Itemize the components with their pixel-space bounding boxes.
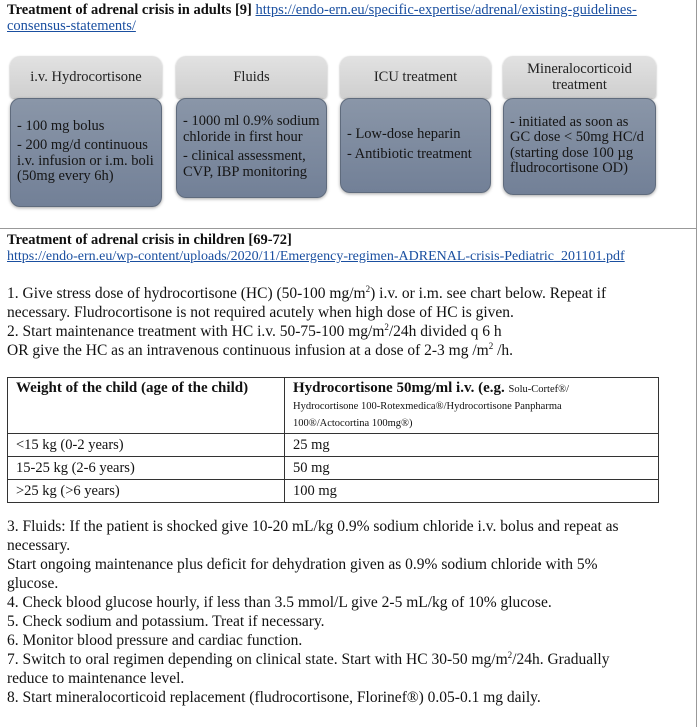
- table-cell-dose: 100 mg: [285, 480, 659, 503]
- steps-3-to-8: [7, 517, 687, 707]
- step-3-line-2: necessary.: [7, 537, 71, 554]
- step-7: 7. Switch to oral regimen depending on clinical state. Start with HC 30-50 $mg/m^2/24h$. Gradually: [7, 649, 610, 668]
- children-emergency-link[interactable]: https://endo-ern.eu/wp-content/uploads/2020/11/Emergency-regimen-ADRENAL-crisis-Pediatric_201101.pdf: [7, 249, 625, 264]
- icu-item-1: - Low-dose heparin: [347, 126, 461, 142]
- children-link-line: [7, 248, 625, 265]
- adults-title: Treatment of adrenal crisis in adults [9]: [7, 2, 252, 18]
- table-cell-dose: 50 mg: [285, 457, 659, 480]
- column-body-fluids: [176, 98, 327, 198]
- hydrocortisone-item-1: - 100 mg bolus: [17, 117, 105, 134]
- adults-guideline-link-cont[interactable]: consensus-statements/: [7, 18, 136, 34]
- column-header-mineralocorticoid: Mineralocorticoid treatment: [503, 56, 656, 98]
- children-title: Treatment of adrenal crisis in children [69-72]: [7, 232, 292, 248]
- column-header-icu: ICU treatment: [340, 56, 491, 98]
- fluids-item-2: - clinical assessment, CVP, IBP monitoring: [183, 148, 307, 180]
- column-body-mineralocorticoid: [503, 98, 656, 195]
- table-cell-weight: <15 kg (0-2 years): [8, 434, 285, 457]
- column-body-hydrocortisone: [10, 98, 162, 207]
- table-cell-weight: >25 kg (>6 years): [8, 480, 285, 503]
- hydrocortisone-item-2: - 200 mg/d continuous i.v. infusion or i.m. boli (50mg every 6h): [17, 137, 154, 184]
- table-header-weight: Weight of the child (age of the child): [8, 378, 285, 434]
- step-1-paragraph: 1. Give stress dose of hydrocortisone (HC) (50-100 $mg/m^2$) i.v. or i.m. see chart below. Repeat if necessary. Fludrocortisone is not required acutely when high dose of HC is given. 2. Start maintenance treatment with HC i.v. 50-75-100 $mg/m^2/24h$ divided q 6 h OR give the HC as an intravenous continuous infusion at a dose of 2-3 mg $/m^2$ /h.: [7, 283, 607, 359]
- step-3-line-1: 3. Fluids: If the patient is shocked give 10-20 mL/kg 0.9% sodium chloride i.v. bolus and repeat as: [7, 518, 619, 535]
- table-row: [8, 434, 659, 457]
- step-8: 8. Start mineralocorticoid replacement (fludrocortisone, Florinef®) 0.05-0.1 mg daily.: [7, 689, 541, 706]
- adults-link-continued: [7, 18, 136, 35]
- step-3-line-3: Start ongoing maintenance plus deficit for dehydration given as 0.9% sodium chloride with 5%: [7, 556, 598, 573]
- adults-guideline-link[interactable]: https://endo-ern.eu/specific-expertise/adrenal/existing-guidelines-: [255, 2, 637, 18]
- table-header-row: [8, 378, 659, 434]
- fluids-item-1: - 1000 ml 0.9% sodium chloride in first hour: [183, 113, 320, 145]
- children-section: [0, 229, 697, 727]
- step-3-line-4: glucose.: [7, 575, 59, 592]
- table-row: [8, 480, 659, 503]
- column-header-fluids: Fluids: [176, 56, 327, 98]
- mineralocorticoid-item-1: - initiated as soon as GC dose < 50mg HC/d (starting dose 100 µg fludrocortisone OD): [510, 113, 644, 176]
- step-4: 4. Check blood glucose hourly, if less than 3.5 mmol/L give 2-5 mL/kg of 10% glucose.: [7, 594, 552, 611]
- table-header-dose: Hydrocortisone 50mg/ml i.v. (e.g. Solu-Cortef®/ Hydrocortisone 100-Rotexmedica®/Hydrocortisone Panpharma 100®/Actocortina 100mg®): [285, 378, 659, 434]
- children-heading: [7, 232, 292, 249]
- step-7-cont: reduce to maintenance level.: [7, 670, 185, 687]
- table-cell-weight: 15-25 kg (2-6 years): [8, 457, 285, 480]
- column-header-hydrocortisone: i.v. Hydrocortisone: [10, 56, 162, 98]
- step-6: 6. Monitor blood pressure and cardiac function.: [7, 632, 303, 649]
- column-body-icu: [340, 98, 491, 193]
- table-cell-dose: 25 mg: [285, 434, 659, 457]
- icu-item-2: - Antibiotic treatment: [347, 145, 472, 162]
- adults-heading: [7, 2, 637, 19]
- adults-section: [0, 0, 697, 229]
- table-row: [8, 457, 659, 480]
- step-5: 5. Check sodium and potassium. Treat if necessary.: [7, 613, 325, 630]
- hydrocortisone-dose-table: [7, 377, 659, 503]
